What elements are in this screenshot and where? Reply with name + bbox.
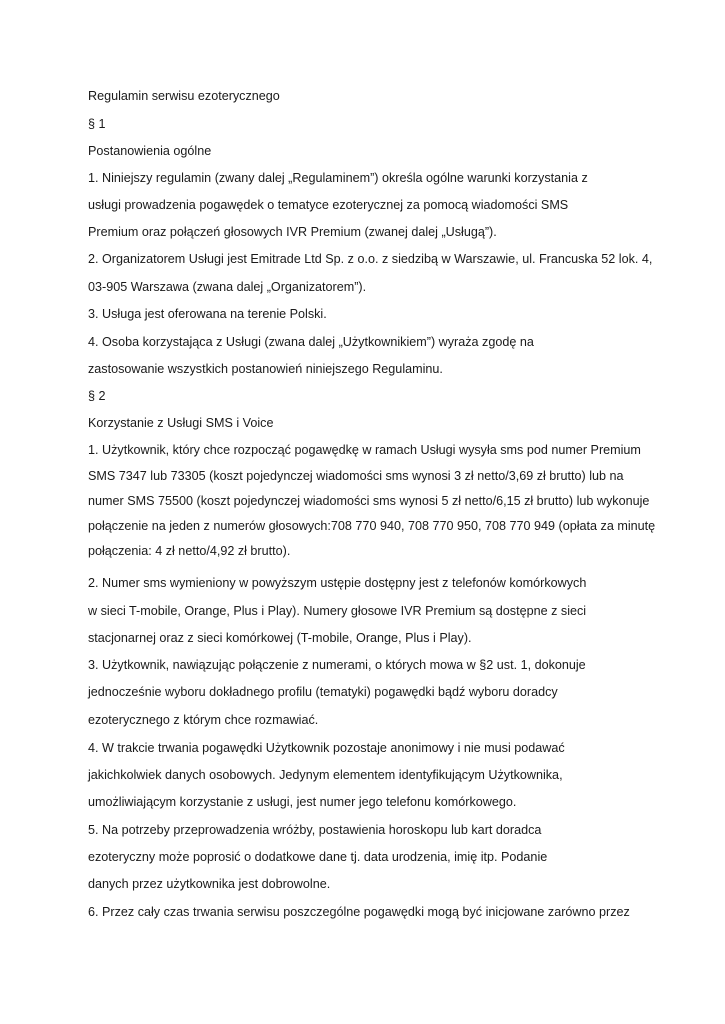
paragraph-line: SMS 7347 lub 73305 (koszt pojedynczej wiadomości sms wynosi 3 zł netto/3,69 zł brutto) lub na — [88, 469, 624, 483]
paragraph-line: numer SMS 75500 (koszt pojedynczej wiadomości sms wynosi 5 zł netto/6,15 zł brutto) lub wykonuje — [88, 494, 650, 508]
paragraph-line: zastosowanie wszystkich postanowień niniejszego Regulaminu. — [88, 362, 443, 376]
paragraph-line: 03-905 Warszawa (zwana dalej „Organizatorem”). — [88, 280, 367, 294]
paragraph-line: 4. W trakcie trwania pogawędki Użytkownik pozostaje anonimowy i nie musi podawać — [88, 741, 565, 755]
paragraph-line: jakichkolwiek danych osobowych. Jedynym elementem identyfikującym Użytkownika, — [88, 768, 563, 782]
section-heading-2: Korzystanie z Usługi SMS i Voice — [88, 416, 274, 430]
paragraph-line: w sieci T-mobile, Orange, Plus i Play). Numery głosowe IVR Premium są dostępne z sieci — [88, 604, 587, 618]
paragraph-line: 6. Przez cały czas trwania serwisu poszczególne pogawędki mogą być inicjowane zarówno przez — [88, 905, 630, 919]
paragraph-line: 5. Na potrzeby przeprowadzenia wróżby, postawienia horoskopu lub kart doradca — [88, 823, 542, 837]
paragraph-line: 2. Organizatorem Usługi jest Emitrade Ltd Sp. z o.o. z siedzibą w Warszawie, ul. Francuska 52 lok. 4, — [88, 252, 653, 266]
paragraph-line: umożliwiającym korzystanie z usługi, jest numer jego telefonu komórkowego. — [88, 795, 517, 809]
paragraph-line: stacjonarnej oraz z sieci komórkowej (T-mobile, Orange, Plus i Play). — [88, 631, 472, 645]
document-title: Regulamin serwisu ezoterycznego — [88, 89, 280, 103]
section-heading-1: Postanowienia ogólne — [88, 144, 212, 158]
paragraph-line: 3. Usługa jest oferowana na terenie Polski. — [88, 307, 327, 321]
section-marker-1: § 1 — [88, 117, 106, 131]
paragraph-line: ezoterycznego z którym chce rozmawiać. — [88, 713, 319, 727]
paragraph-line: usługi prowadzenia pogawędek o tematyce ezoterycznej za pomocą wiadomości SMS — [88, 198, 569, 212]
paragraph-line: Premium oraz połączeń głosowych IVR Premium (zwanej dalej „Usługą”). — [88, 225, 497, 239]
paragraph-line: 1. Użytkownik, który chce rozpocząć pogawędkę w ramach Usługi wysyła sms pod numer Premium — [88, 443, 641, 457]
paragraph-line: jednocześnie wyboru dokładnego profilu (tematyki) pogawędki bądź wyboru doradcy — [88, 685, 558, 699]
paragraph-line: 2. Numer sms wymieniony w powyższym ustępie dostępny jest z telefonów komórkowych — [88, 576, 587, 590]
paragraph-line: 3. Użytkownik, nawiązując połączenie z numerami, o których mowa w §2 ust. 1, dokonuje — [88, 658, 586, 672]
section-marker-2: § 2 — [88, 389, 106, 403]
paragraph-line: 1. Niniejszy regulamin (zwany dalej „Regulaminem”) określa ogólne warunki korzystania z — [88, 171, 588, 185]
paragraph-line: 4. Osoba korzystająca z Usługi (zwana dalej „Użytkownikiem”) wyraża zgodę na — [88, 335, 534, 349]
paragraph-line: połączenie na jeden z numerów głosowych:708 770 940, 708 770 950, 708 770 949 (opłata za minutę — [88, 519, 656, 533]
paragraph-line: ezoteryczny może poprosić o dodatkowe dane tj. data urodzenia, imię itp. Podanie — [88, 850, 548, 864]
paragraph-line: danych przez użytkownika jest dobrowolne. — [88, 877, 331, 891]
paragraph-line: połączenia: 4 zł netto/4,92 zł brutto). — [88, 544, 291, 558]
